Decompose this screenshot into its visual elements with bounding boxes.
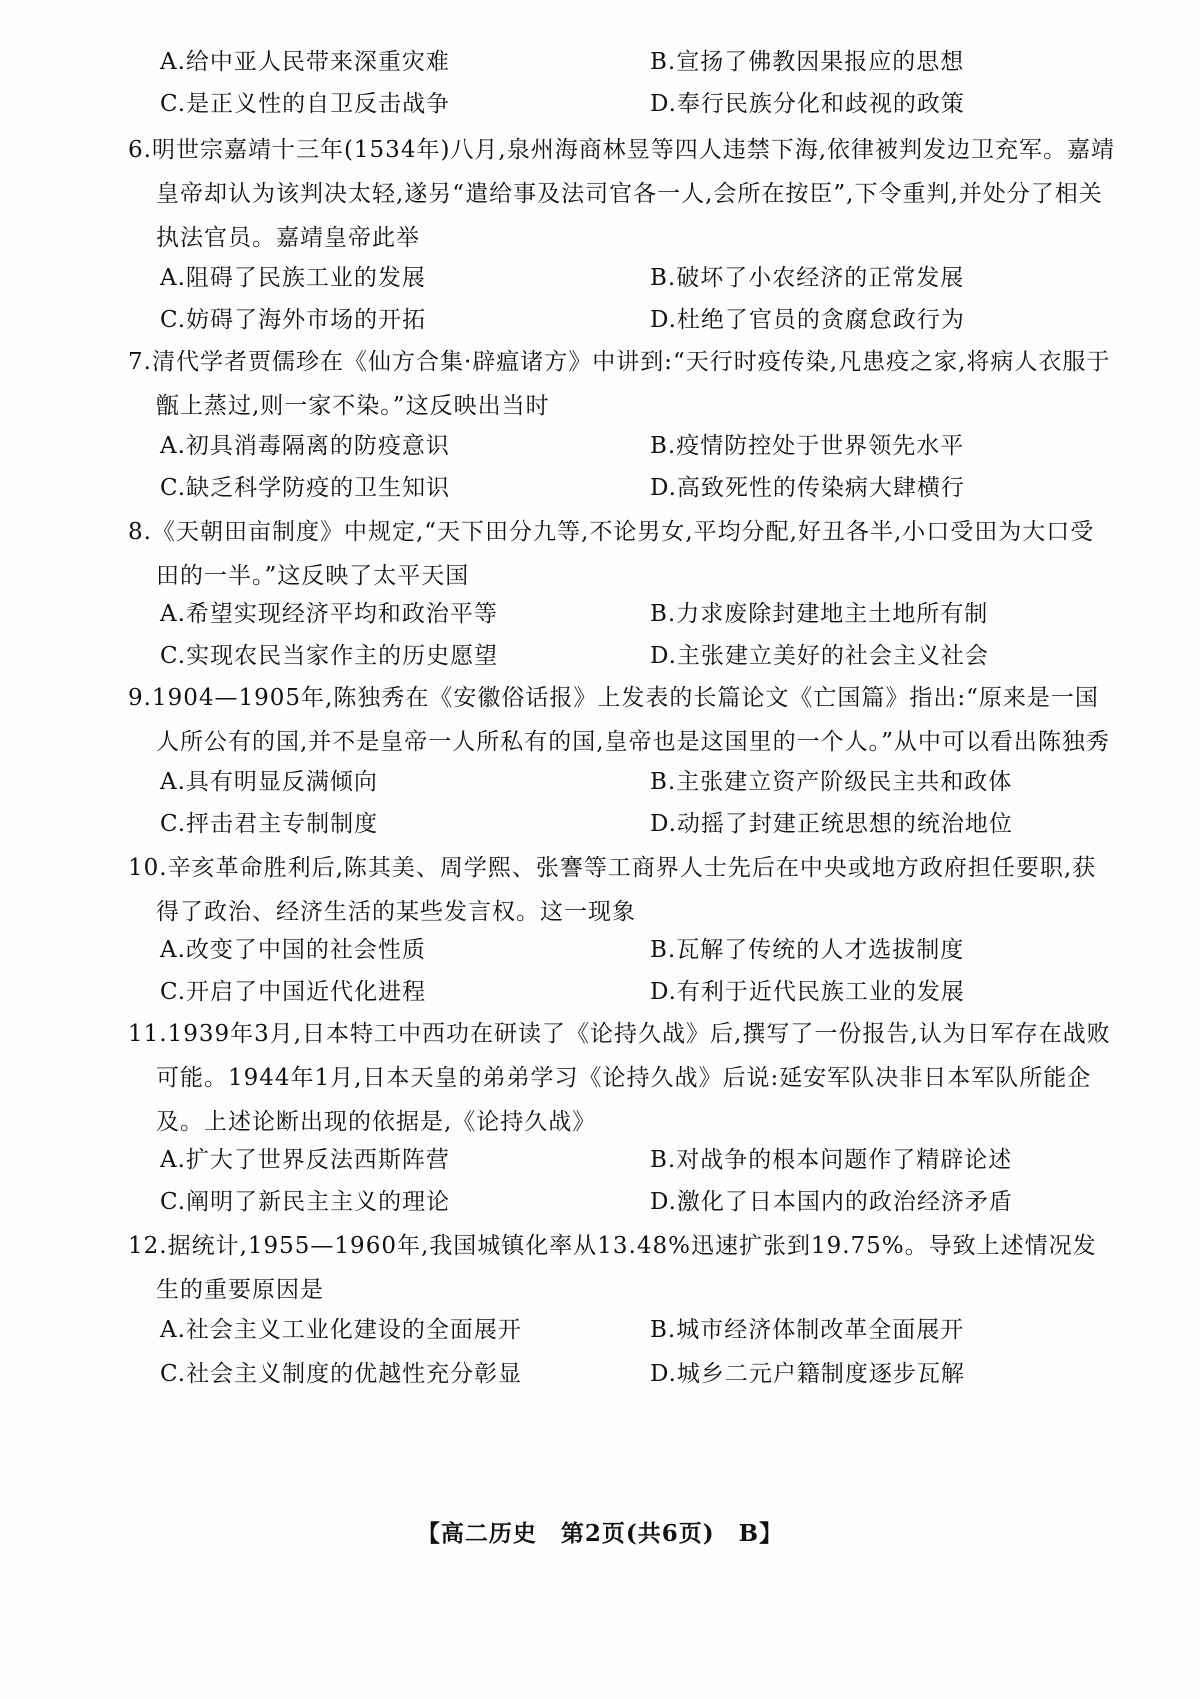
q12-option-a: A.社会主义工业化建设的全面展开 [160,1317,522,1343]
q11-options-row-1 [160,1138,1120,1182]
q10-options-row-1 [160,928,1120,972]
q9-options-row-1 [160,760,1120,804]
q12-option-d: D.城乡二元户籍制度逐步瓦解 [650,1361,965,1387]
q8-option-d: D.主张建立美好的社会主义社会 [650,643,989,669]
q8-options-row-1 [160,592,1120,636]
q7-option-d: D.高致死性的传染病大肆横行 [650,475,965,501]
q8-option-b: B.力求废除封建地主土地所有制 [650,601,989,627]
q6-options-row-2 [160,298,1120,342]
q10-stem: 10.辛亥革命胜利后,陈其美、周学熙、张謇等工商界人士先后在中央或地方政府担任要职,获得了政治、经济生活的某些发言权。这一现象 [128,855,1097,925]
q6-option-c: C.妨碍了海外市场的开拓 [160,307,427,333]
q7-option-c: C.缺乏科学防疫的卫生知识 [160,475,451,501]
question-11 [128,1012,1118,1144]
q7-options-row-2 [160,466,1120,510]
q8-stem: 8.《天朝田亩制度》中规定,“天下田分九等,不论男女,平均分配,好丑各半,小口受田为大口受田的一半。”这反映了太平天国 [128,519,1095,589]
q5-option-d: D.奉行民族分化和歧视的政策 [650,91,965,117]
q5-option-c: C.是正义性的自卫反击战争 [160,91,451,117]
question-6 [128,128,1118,260]
q7-stem: 7.清代学者贾儒珍在《仙方合集·辟瘟诸方》中讲到:“天行时疫传染,凡患疫之家,将病人衣服于甑上蒸过,则一家不染。”这反映出当时 [128,349,1111,419]
q6-option-a: A.阻碍了民族工业的发展 [160,265,426,291]
q10-option-d: D.有利于近代民族工业的发展 [650,979,965,1005]
q9-stem: 9.1904—1905年,陈独秀在《安徽俗话报》上发表的长篇论文《亡国篇》指出:“原来是一国人所公有的国,并不是皇帝一人所私有的国,皇帝也是这国里的一个人。”从中可以看出陈独秀 [128,685,1110,755]
q11-option-a: A.扩大了世界反法西斯阵营 [160,1147,450,1173]
q7-option-a: A.初具消毒隔离的防疫意识 [160,433,450,459]
q5-option-b: B.宣扬了佛教因果报应的思想 [650,49,965,75]
q9-option-b: B.主张建立资产阶级民主共和政体 [650,769,1013,795]
question-12 [128,1224,1118,1312]
q6-stem: 6.明世宗嘉靖十三年(1534年)八月,泉州海商林昱等四人违禁下海,依律被判发边卫充军。嘉靖皇帝却认为该判决太轻,遂另“遣给事及法司官各一人,会所在按臣”,下令重判,并处分了相关执法官员。嘉靖皇帝此举 [128,137,1116,251]
q7-options-row-1 [160,424,1120,468]
q11-option-d: D.激化了日本国内的政治经济矛盾 [650,1189,1013,1215]
q8-options-row-2 [160,634,1120,678]
q10-options-row-2 [160,970,1120,1014]
q11-stem: 11.1939年3月,日本特工中西功在研读了《论持久战》后,撰写了一份报告,认为日军存在战败可能。1944年1月,日本天皇的弟弟学习《论持久战》后说:延安军队决非日本军队所能企及。上述论断出现的依据是,《论持久战》 [128,1021,1111,1135]
q12-options-row-2 [160,1352,1120,1396]
q8-option-c: C.实现农民当家作主的历史愿望 [160,643,499,669]
q12-stem: 12.据统计,1955—1960年,我国城镇化率从13.48%迅速扩张到19.75%。导致上述情况发生的重要原因是 [128,1233,1097,1303]
q5-options-row-1 [160,40,1120,84]
question-7 [128,340,1118,428]
q12-option-c: C.社会主义制度的优越性充分彰显 [160,1361,523,1387]
page-footer [0,1515,1200,1548]
q10-option-b: B.瓦解了传统的人才选拔制度 [650,937,965,963]
q9-option-a: A.具有明显反满倾向 [160,769,378,795]
q12-option-b: B.城市经济体制改革全面展开 [650,1317,965,1343]
question-8 [128,510,1118,598]
q6-option-d: D.杜绝了官员的贪腐怠政行为 [650,307,965,333]
footer-text: 【高二历史 第2页(共6页) B】 [416,1520,784,1547]
q10-option-c: C.开启了中国近代化进程 [160,979,427,1005]
q5-options-row-2 [160,82,1120,126]
question-10 [128,846,1118,934]
q10-option-a: A.改变了中国的社会性质 [160,937,426,963]
question-9 [128,676,1118,764]
q8-option-a: A.希望实现经济平均和政治平等 [160,601,498,627]
q9-options-row-2 [160,802,1120,846]
q6-options-row-1 [160,256,1120,300]
q5-option-a: A.给中亚人民带来深重灾难 [160,49,450,75]
q11-option-c: C.阐明了新民主主义的理论 [160,1189,451,1215]
q9-option-c: C.抨击君主专制制度 [160,811,379,837]
q11-option-b: B.对战争的根本问题作了精辟论述 [650,1147,1013,1173]
q7-option-b: B.疫情防控处于世界领先水平 [650,433,965,459]
q6-option-b: B.破坏了小农经济的正常发展 [650,265,965,291]
q12-options-row-1 [160,1308,1120,1352]
q11-options-row-2 [160,1180,1120,1224]
q9-option-d: D.动摇了封建正统思想的统治地位 [650,811,1013,837]
